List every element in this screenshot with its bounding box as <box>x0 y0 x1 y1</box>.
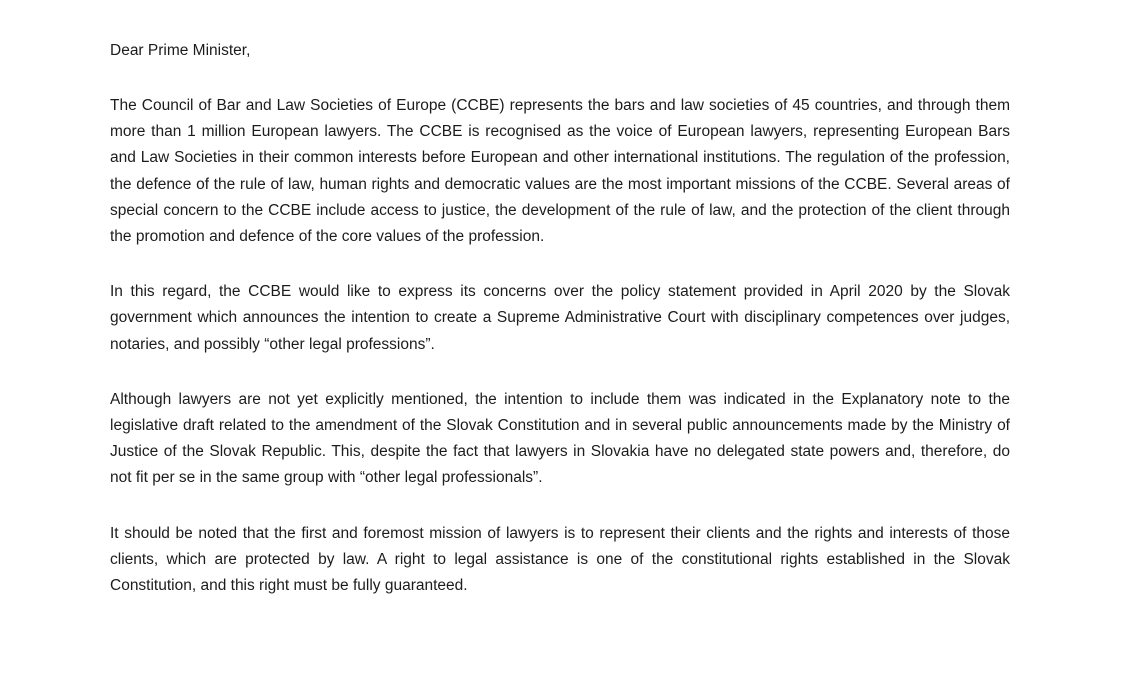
paragraph-lawyers-inclusion: Although lawyers are not yet explicitly mentioned, the intention to include them was indicated in the Explanatory note to the legislative draft related to the amendment of the Slovak Constitution and in several public announcements made by the Ministry of Justice of the Slovak Republic. This, despite the fact that lawyers in Slovakia have no delegated state powers and, therefore, do not fit per se in the same group with “other legal professionals”. <box>110 390 1010 487</box>
letter-body <box>110 38 1010 599</box>
salutation: Dear Prime Minister, <box>110 42 251 59</box>
paragraph-lawyers-mission: It should be noted that the first and foremost mission of lawyers is to represent their clients and the rights and interests of those clients, which are protected by law. A right to legal assistance is one of the constitutional rights established in the Slovak Constitution, and this right must be fully guaranteed. <box>110 524 1010 595</box>
paragraph-ccbe-introduction: The Council of Bar and Law Societies of Europe (CCBE) represents the bars and law societies of 45 countries, and through them more than 1 million European lawyers. The CCBE is recognised as the voice of European lawyers, representing European Bars and Law Societies in their common interests before European and other international institutions. The regulation of the profession, the defence of the rule of law, human rights and democratic values are the most important missions of the CCBE. Several areas of special concern to the CCBE include access to justice, the development of the rule of law, and the protection of the client through the promotion and defence of the core values of the profession. <box>110 97 1010 246</box>
paragraph-policy-concern: In this regard, the CCBE would like to express its concerns over the policy statement provided in April 2020 by the Slovak government which announces the intention to create a Supreme Administrative Court with disciplinary competences over judges, notaries, and possibly “other legal professions”. <box>110 283 1010 353</box>
